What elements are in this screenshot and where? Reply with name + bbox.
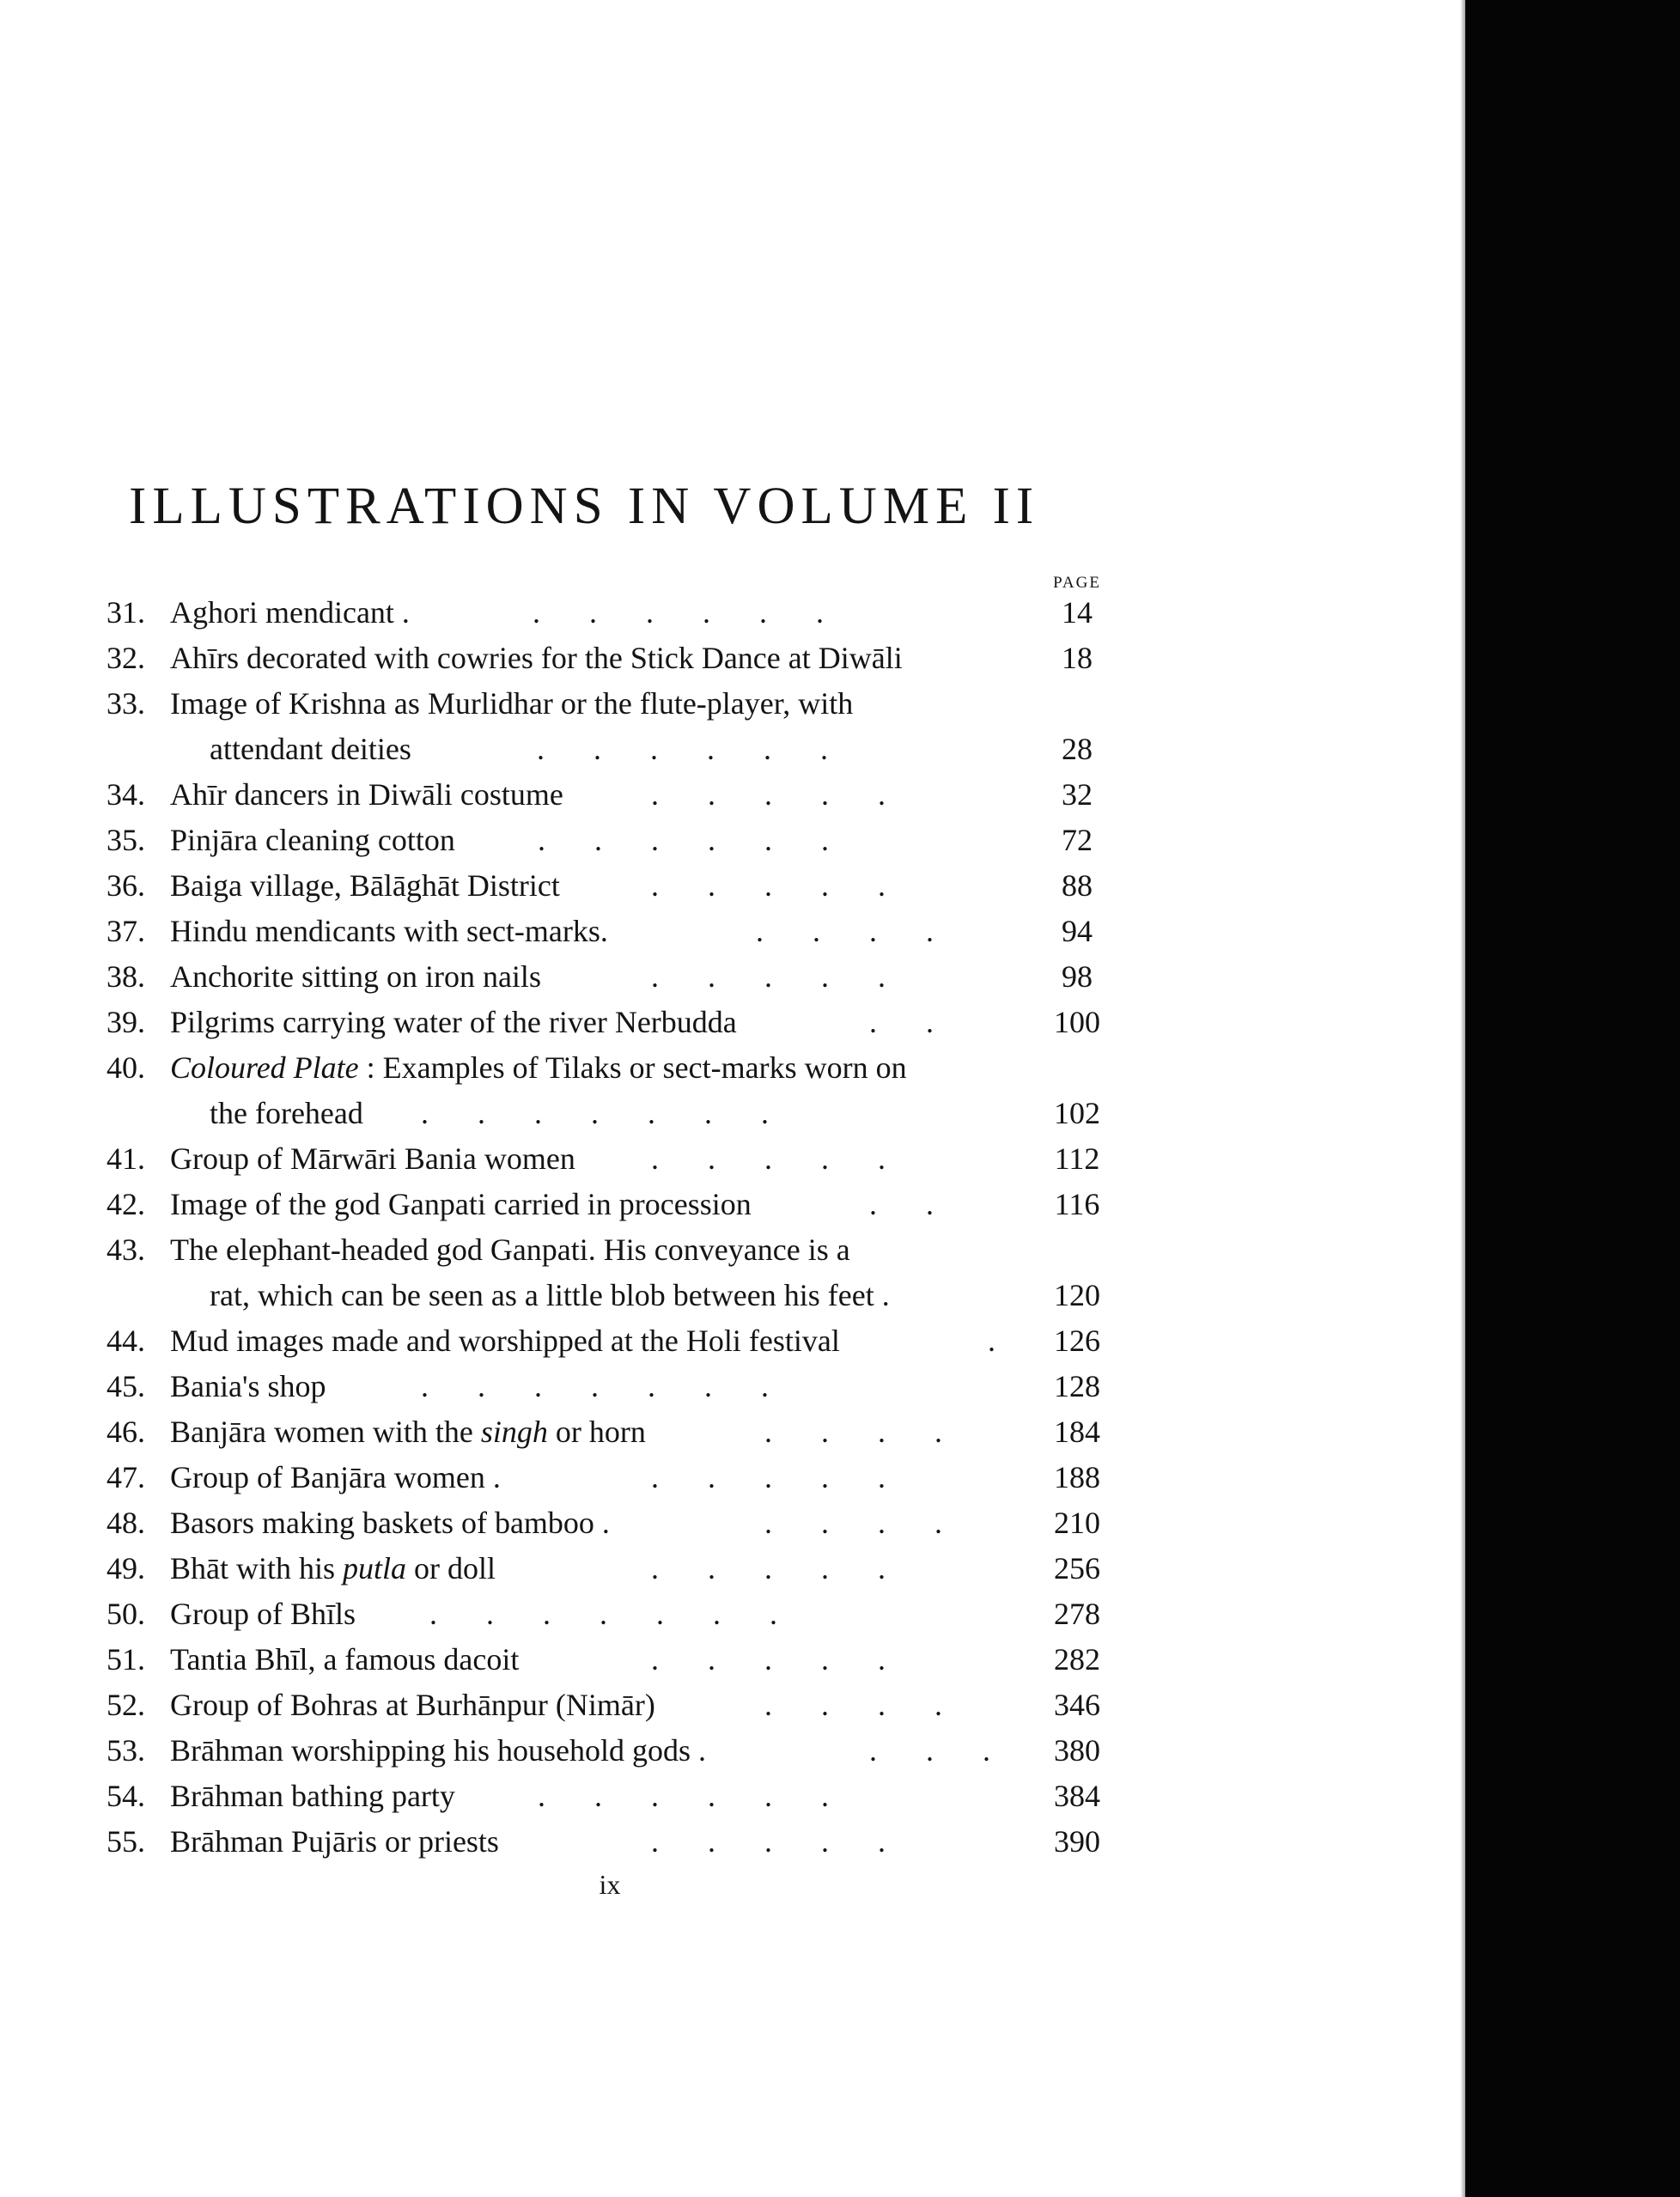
page-column-header: PAGE xyxy=(1053,574,1101,592)
leader-dots: . . . . xyxy=(764,1506,942,1540)
entry-page: 28 xyxy=(1062,732,1093,766)
entry-page: 282 xyxy=(1054,1642,1100,1677)
entry-number: 39. xyxy=(107,1005,145,1039)
leader-dots: . . . . . xyxy=(651,1551,886,1585)
entry-title: Basors making baskets of bamboo . xyxy=(170,1506,610,1540)
entry-title: Group of Mārwāri Bania women xyxy=(170,1141,575,1176)
entry-title: Image of Krishna as Murlidhar or the flute-player, with xyxy=(170,686,854,721)
entry-number: 53. xyxy=(107,1733,145,1768)
entry-title-rest: : Examples of Tilaks or sect-marks worn on xyxy=(358,1050,907,1085)
entry-title: The elephant-headed god Ganpati. His conveyance is a xyxy=(170,1232,850,1267)
entry-page: 346 xyxy=(1054,1688,1100,1722)
entry-title-continued: the forehead xyxy=(210,1096,363,1130)
entry-title: Image of the god Ganpati carried in procession xyxy=(170,1187,752,1221)
entry-title: Tantia Bhīl, a famous dacoit xyxy=(170,1642,520,1677)
entry-page: 210 xyxy=(1054,1506,1100,1540)
entry-page: 72 xyxy=(1062,823,1093,857)
entry-title xyxy=(170,1046,907,1089)
entry-page: 384 xyxy=(1054,1779,1100,1813)
entry-title: Baiga village, Bālāghāt District xyxy=(170,868,560,903)
leader-dots: . . . . . . xyxy=(533,595,824,630)
leader-dots: . . . . . xyxy=(651,1141,886,1176)
entry-page: 128 xyxy=(1054,1369,1100,1403)
leader-dots: . . . . . . xyxy=(537,732,828,766)
entry-page: 126 xyxy=(1054,1324,1100,1358)
page-folio: ix xyxy=(599,1869,621,1900)
entry-title: Anchorite sitting on iron nails xyxy=(170,959,541,994)
entry-number: 42. xyxy=(107,1187,145,1221)
entry-number: 31. xyxy=(107,595,145,630)
entry-page: 188 xyxy=(1054,1460,1100,1494)
entry-title: Pinjāra cleaning cotton xyxy=(170,823,455,857)
entry-page: 256 xyxy=(1054,1551,1100,1585)
entry-number: 32. xyxy=(107,641,145,675)
entry-number: 54. xyxy=(107,1779,145,1813)
leader-dots: . . . . . xyxy=(651,1460,886,1494)
entry-title: Group of Bohras at Burhānpur (Nimār) xyxy=(170,1688,655,1722)
entry-page: 94 xyxy=(1062,914,1093,948)
entry-title-continued: attendant deities xyxy=(210,732,411,766)
leader-dots: . . . . . . xyxy=(538,1779,829,1813)
entry-number: 36. xyxy=(107,868,145,903)
leader-dots: . . . . xyxy=(764,1415,942,1449)
entry-title-end: or doll xyxy=(406,1551,496,1585)
entry-title-italic: Coloured Plate xyxy=(170,1050,359,1085)
entry-title: Aghori mendicant . xyxy=(170,595,410,630)
entry-number: 44. xyxy=(107,1324,145,1358)
entry-page: 102 xyxy=(1054,1096,1100,1130)
entry-page: 88 xyxy=(1062,868,1093,903)
entry-number: 49. xyxy=(107,1551,145,1585)
entry-page: 278 xyxy=(1054,1597,1100,1631)
entry-title-italic: putla xyxy=(343,1551,407,1585)
entry-page: 14 xyxy=(1062,595,1093,630)
entry-title: Brāhman worshipping his household gods . xyxy=(170,1733,706,1768)
leader-dots: . . xyxy=(869,1187,934,1221)
leader-dots: . . . . . xyxy=(651,959,886,994)
entry-number: 45. xyxy=(107,1369,145,1403)
entry-title-start: Bhāt with his xyxy=(170,1551,344,1585)
entry-title-end: or horn xyxy=(547,1415,646,1449)
leader-dots: . . . . . xyxy=(651,868,886,903)
entry-page: 380 xyxy=(1054,1733,1100,1768)
entry-title: Mud images made and worshipped at the Holi festival xyxy=(170,1324,840,1358)
entry-title: Brāhman Pujāris or priests xyxy=(170,1824,499,1859)
entry-number: 37. xyxy=(107,914,145,948)
entry-page: 18 xyxy=(1062,641,1093,675)
entry-number: 41. xyxy=(107,1141,145,1176)
entry-page: 184 xyxy=(1054,1415,1100,1449)
entry-title: Ahīr dancers in Diwāli costume xyxy=(170,777,563,812)
leader-dots: . xyxy=(988,1324,995,1358)
entry-title: Bania's shop xyxy=(170,1369,326,1403)
leader-dots: . . . . . . . xyxy=(421,1369,769,1403)
leader-dots: . . . . . . . xyxy=(421,1096,769,1130)
page-title: ILLUSTRATIONS IN VOLUME II xyxy=(129,478,1040,535)
entry-title: Hindu mendicants with sect-marks. xyxy=(170,914,608,948)
leader-dots: . . . . xyxy=(764,1688,942,1722)
entry-number: 50. xyxy=(107,1597,145,1631)
entry-number: 52. xyxy=(107,1688,145,1722)
entry-page: 120 xyxy=(1054,1278,1100,1312)
entry-number: 40. xyxy=(107,1050,145,1085)
entry-number: 47. xyxy=(107,1460,145,1494)
entry-number: 48. xyxy=(107,1506,145,1540)
entry-number: 34. xyxy=(107,777,145,812)
entry-page: 112 xyxy=(1054,1141,1100,1176)
entry-number: 35. xyxy=(107,823,145,857)
entry-title: Ahīrs decorated with cowries for the Stick Dance at Diwāli xyxy=(170,641,903,675)
entry-title-continued: rat, which can be seen as a little blob between his feet . xyxy=(210,1278,890,1312)
entry-number: 38. xyxy=(107,959,145,994)
leader-dots: . . . . . . xyxy=(538,823,829,857)
entry-title: Brāhman bathing party xyxy=(170,1779,455,1813)
entry-title xyxy=(170,1410,646,1453)
entry-title xyxy=(170,1547,496,1590)
leader-dots: . . . . . xyxy=(651,1824,886,1859)
entry-title-start: Banjāra women with the xyxy=(170,1415,481,1449)
leader-dots: . . . . . . . xyxy=(429,1597,777,1631)
leader-dots: . . . xyxy=(869,1733,990,1768)
leader-dots: . . xyxy=(869,1005,934,1039)
entry-page: 100 xyxy=(1054,1005,1100,1039)
entry-title-italic: singh xyxy=(480,1415,548,1449)
entry-number: 55. xyxy=(107,1824,145,1859)
leader-dots: . . . . . xyxy=(651,777,886,812)
entry-title: Group of Banjāra women . xyxy=(170,1460,501,1494)
entry-number: 33. xyxy=(107,686,145,721)
entry-title: Pilgrims carrying water of the river Nerbudda xyxy=(170,1005,737,1039)
entry-page: 390 xyxy=(1054,1824,1100,1859)
entry-number: 51. xyxy=(107,1642,145,1677)
entry-number: 43. xyxy=(107,1232,145,1267)
entry-page: 98 xyxy=(1062,959,1093,994)
entry-title: Group of Bhīls xyxy=(170,1597,356,1631)
entry-page: 32 xyxy=(1062,777,1093,812)
entry-page: 116 xyxy=(1054,1187,1100,1221)
leader-dots: . . . . . xyxy=(651,1642,886,1677)
leader-dots: . . . . xyxy=(756,914,934,948)
entry-number: 46. xyxy=(107,1415,145,1449)
